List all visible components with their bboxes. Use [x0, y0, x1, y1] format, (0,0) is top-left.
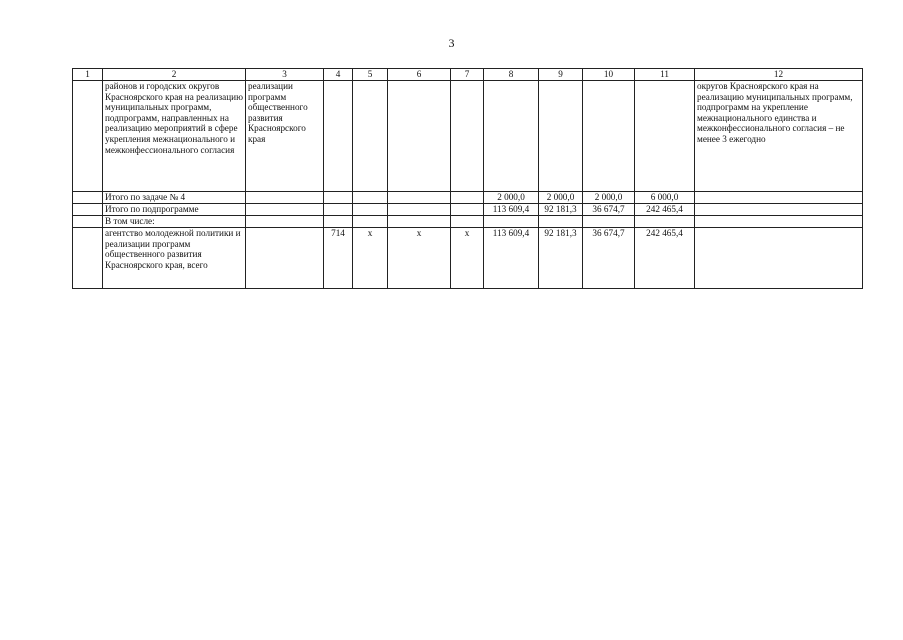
header-row [73, 69, 863, 81]
table-cell: Итого по задаче № 4 [103, 192, 246, 204]
header-cell: 3 [246, 69, 324, 81]
table-cell [539, 81, 583, 192]
table-cell: 2 000,0 [484, 192, 539, 204]
page-number: 3 [448, 36, 455, 50]
table-cell: 92 181,3 [539, 204, 583, 216]
table-cell: 36 674,7 [583, 204, 635, 216]
header-cell: 10 [583, 69, 635, 81]
table-cell [353, 81, 388, 192]
header-cell: 1 [73, 69, 103, 81]
header-cell: 7 [451, 69, 484, 81]
table-cell [451, 204, 484, 216]
table-cell [324, 216, 353, 228]
table-cell: реализации программ общественного развития Красноярского края [246, 81, 324, 192]
table-cell: 92 181,3 [539, 228, 583, 289]
table-cell: агентство молодежной политики и реализации программ общественного развития Красноярского края, всего [103, 228, 246, 289]
table-cell [388, 192, 451, 204]
table-cell: 6 000,0 [635, 192, 695, 204]
header-cell: 11 [635, 69, 695, 81]
table-cell [451, 192, 484, 204]
table-cell [73, 81, 103, 192]
table-cell [635, 216, 695, 228]
table-cell [353, 204, 388, 216]
header-cell: 12 [695, 69, 863, 81]
table-cell: х [353, 228, 388, 289]
header-cell: 9 [539, 69, 583, 81]
table-cell [73, 192, 103, 204]
table-cell [484, 81, 539, 192]
table-cell [451, 216, 484, 228]
table-cell [583, 81, 635, 192]
table-cell [246, 228, 324, 289]
table-cell: 2 000,0 [539, 192, 583, 204]
table-cell: 714 [324, 228, 353, 289]
table-cell [388, 81, 451, 192]
table-cell: В том числе: [103, 216, 246, 228]
table-row [73, 216, 863, 228]
table-cell: Итого по подпрограмме [103, 204, 246, 216]
table-cell [246, 216, 324, 228]
table-cell [583, 216, 635, 228]
header-cell: 2 [103, 69, 246, 81]
table-cell [388, 216, 451, 228]
table-cell [635, 81, 695, 192]
header-cell: 4 [324, 69, 353, 81]
table-cell [353, 192, 388, 204]
table-row [73, 228, 863, 289]
table-cell: 36 674,7 [583, 228, 635, 289]
table-cell: 113 609,4 [484, 204, 539, 216]
table-cell [324, 192, 353, 204]
table-cell [73, 216, 103, 228]
table-cell [246, 192, 324, 204]
table-cell [388, 204, 451, 216]
table-cell [695, 216, 863, 228]
table-row [73, 192, 863, 204]
header-cell: 6 [388, 69, 451, 81]
budget-table [72, 68, 863, 289]
table-cell: районов и городских округов Красноярского края на реализацию муниципальных программ, подпрограмм, направленных на реализацию мероприятий в сфере укрепления межнационального и межконфессионального согласия [103, 81, 246, 192]
table-row [73, 81, 863, 192]
table-cell: х [388, 228, 451, 289]
table-cell [324, 204, 353, 216]
table-cell: 2 000,0 [583, 192, 635, 204]
table-cell [324, 81, 353, 192]
table-cell: 242 465,4 [635, 204, 695, 216]
table-cell [484, 216, 539, 228]
table-cell [246, 204, 324, 216]
header-cell: 8 [484, 69, 539, 81]
header-cell: 5 [353, 69, 388, 81]
table-cell [451, 81, 484, 192]
table-cell [695, 204, 863, 216]
table-cell [73, 204, 103, 216]
table-cell [353, 216, 388, 228]
table-cell: х [451, 228, 484, 289]
table-cell: 242 465,4 [635, 228, 695, 289]
table-cell [695, 228, 863, 289]
table-cell [695, 192, 863, 204]
table-row [73, 204, 863, 216]
table-cell: 113 609,4 [484, 228, 539, 289]
table-cell [539, 216, 583, 228]
table-cell: округов Красноярского края на реализацию муниципальных программ, подпрограмм на укрепление межнационального единства и межконфессионального согласия – не менее 3 ежегодно [695, 81, 863, 192]
table-cell [73, 228, 103, 289]
